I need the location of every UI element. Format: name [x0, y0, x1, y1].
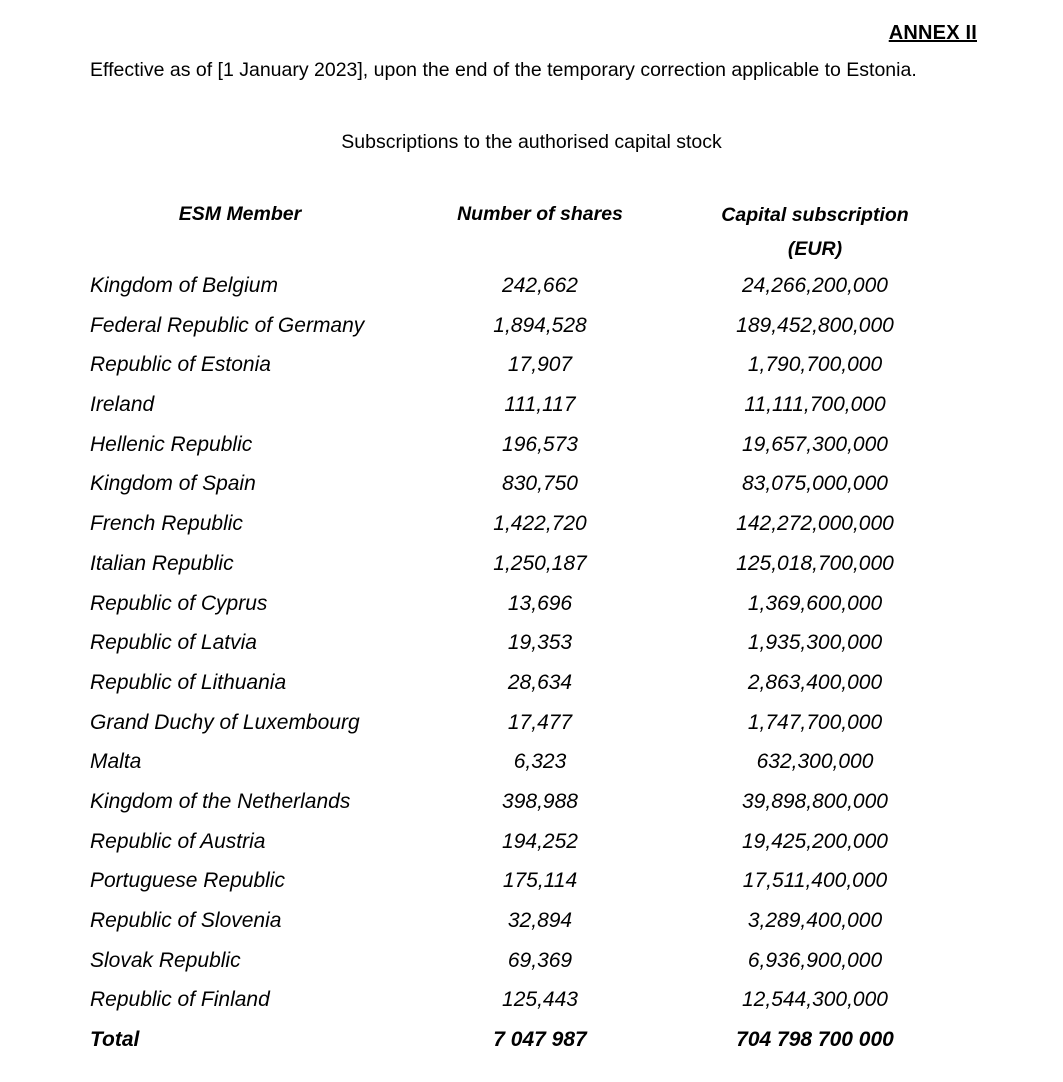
member-cell: Republic of Cyprus [90, 591, 268, 615]
table-row [0, 627, 1063, 667]
member-cell: Republic of Estonia [90, 353, 271, 377]
total-shares: 7 047 987 [493, 1028, 587, 1052]
shares-cell: 6,323 [513, 750, 567, 774]
table-row [0, 667, 1063, 707]
member-cell: Kingdom of the Netherlands [90, 789, 351, 813]
capital-cell: 1,935,300,000 [747, 631, 883, 655]
member-cell: Portuguese Republic [90, 869, 285, 893]
table-row [0, 707, 1063, 747]
shares-cell: 32,894 [507, 909, 573, 932]
table-row [0, 786, 1063, 826]
member-cell: Grand Duchy of Luxembourg [90, 710, 360, 734]
member-cell: Republic of Austria [90, 829, 266, 853]
total-label: Total [90, 1028, 140, 1052]
table-row [0, 270, 1063, 310]
capital-cell: 19,425,200,000 [742, 829, 888, 853]
capital-cell: 125,018,700,000 [736, 551, 894, 575]
column-header-capital [690, 198, 940, 266]
capital-cell: 1,790,700,000 [747, 353, 883, 377]
shares-cell: 13,696 [507, 591, 573, 615]
table-row [0, 865, 1063, 905]
capital-cell: 12,544,300,000 [742, 988, 888, 1012]
table-row [0, 389, 1063, 429]
shares-cell: 242,662 [502, 274, 578, 297]
capital-cell: 632,300,000 [756, 750, 874, 774]
column-header-member: ESM Member [178, 203, 302, 225]
table-subtitle: Subscriptions to the authorised capital stock [341, 131, 722, 153]
column-header-capital-line2: (EUR) [787, 238, 843, 260]
capital-cell: 17,511,400,000 [742, 869, 888, 893]
table-row [0, 548, 1063, 588]
shares-cell: 17,477 [507, 710, 573, 734]
table-header-row [0, 198, 1063, 270]
shares-cell: 17,907 [507, 353, 573, 377]
member-cell: Republic of Finland [90, 988, 270, 1012]
member-cell: Slovak Republic [90, 948, 241, 972]
subscriptions-table [0, 198, 1063, 1064]
table-row [0, 826, 1063, 866]
member-cell: Federal Republic of Germany [90, 313, 365, 337]
member-cell: Hellenic Republic [90, 432, 253, 456]
member-cell: Ireland [90, 393, 155, 417]
member-cell: Republic of Slovenia [90, 909, 282, 932]
total-capital: 704 798 700 000 [736, 1028, 894, 1052]
capital-cell: 1,747,700,000 [747, 710, 883, 734]
shares-cell: 830,750 [502, 472, 578, 496]
total-row [0, 1024, 1063, 1064]
shares-cell: 1,422,720 [493, 512, 587, 536]
capital-cell: 39,898,800,000 [742, 789, 888, 813]
shares-cell: 1,894,528 [493, 313, 587, 337]
shares-cell: 19,353 [507, 631, 573, 655]
shares-cell: 111,117 [504, 393, 576, 417]
column-header-capital-line1: Capital subscription [721, 204, 909, 226]
member-cell: Kingdom of Belgium [90, 274, 278, 297]
table-row [0, 984, 1063, 1024]
shares-cell: 196,573 [502, 432, 578, 456]
capital-cell: 6,936,900,000 [747, 948, 883, 972]
capital-cell: 83,075,000,000 [742, 472, 888, 496]
member-cell: Republic of Lithuania [90, 670, 287, 694]
capital-cell: 24,266,200,000 [742, 274, 888, 297]
member-cell: Republic of Latvia [90, 631, 257, 655]
capital-cell: 3,289,400,000 [747, 909, 883, 932]
shares-cell: 69,369 [507, 948, 573, 972]
capital-cell: 1,369,600,000 [747, 591, 883, 615]
table-row [0, 508, 1063, 548]
shares-cell: 28,634 [507, 670, 573, 694]
shares-cell: 1,250,187 [493, 551, 587, 575]
member-cell: French Republic [90, 512, 243, 536]
table-row [0, 746, 1063, 786]
column-header-shares: Number of shares [457, 203, 623, 225]
shares-cell: 194,252 [502, 829, 578, 853]
shares-cell: 125,443 [502, 988, 578, 1012]
shares-cell: 175,114 [502, 869, 578, 893]
member-cell: Malta [90, 750, 142, 774]
table-row [0, 349, 1063, 389]
member-cell: Italian Republic [90, 551, 234, 575]
annex-heading: ANNEX II [888, 22, 977, 44]
table-row [0, 588, 1063, 628]
table-row [0, 310, 1063, 350]
shares-cell: 398,988 [502, 789, 578, 813]
capital-cell: 142,272,000,000 [736, 512, 894, 536]
effective-date-note: Effective as of [1 January 2023], upon the end of the temporary correction applicable to Estonia. [90, 59, 917, 81]
capital-cell: 189,452,800,000 [736, 313, 894, 337]
table-row [0, 905, 1063, 945]
capital-cell: 19,657,300,000 [742, 432, 888, 456]
capital-cell: 2,863,400,000 [747, 670, 883, 694]
member-cell: Kingdom of Spain [90, 472, 256, 496]
table-row [0, 429, 1063, 469]
table-row [0, 945, 1063, 985]
capital-cell: 11,111,700,000 [744, 393, 886, 417]
table-row [0, 468, 1063, 508]
